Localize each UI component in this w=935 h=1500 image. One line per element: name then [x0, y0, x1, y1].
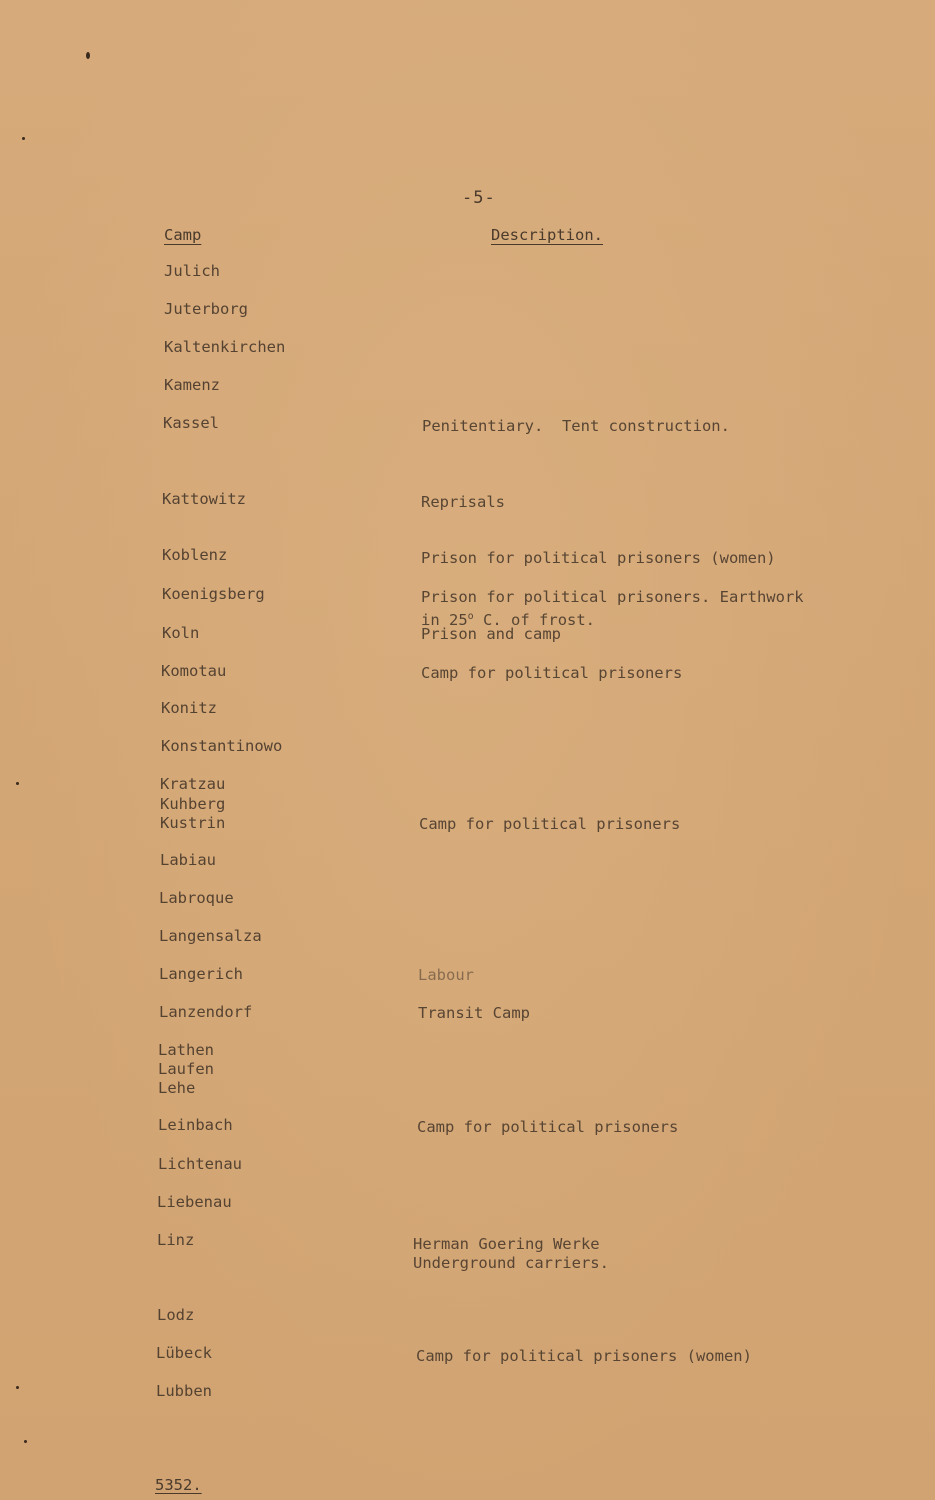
camp-description: Camp for political prisoners: [417, 1118, 679, 1136]
camp-name: Konitz: [161, 699, 217, 717]
camp-description: Labour: [418, 966, 474, 984]
camp-name: Leinbach: [158, 1116, 233, 1134]
ink-speck: [86, 52, 90, 59]
camp-description: Penitentiary. Tent construction.: [422, 417, 730, 435]
camp-name: Koblenz: [162, 546, 228, 564]
camp-description: Prison for political prisoners (women): [421, 549, 776, 567]
camp-name: Labroque: [159, 889, 234, 907]
camp-description: Herman Goering Werke: [413, 1235, 600, 1253]
camp-name: Labiau: [160, 851, 216, 869]
ink-speck: [24, 1440, 27, 1443]
camp-description: Prison for political prisoners. Earthwork: [421, 588, 804, 606]
camp-name: Liebenau: [157, 1193, 232, 1211]
camp-description: Reprisals: [421, 493, 505, 511]
camp-name: Kattowitz: [162, 490, 246, 508]
ink-speck: [16, 1386, 19, 1389]
camp-name: Langerich: [159, 965, 243, 983]
camp-name: Kuhberg: [160, 795, 226, 813]
camp-name: Kaltenkirchen: [164, 338, 286, 356]
camp-name: Juterborg: [164, 300, 248, 318]
camp-name: Linz: [157, 1231, 195, 1249]
camp-name: Lathen: [158, 1041, 214, 1059]
camp-description: Underground carriers.: [413, 1254, 609, 1272]
camp-name: Kratzau: [160, 775, 226, 793]
camp-name: Kustrin: [160, 814, 226, 832]
camp-description: Camp for political prisoners (women): [416, 1347, 752, 1365]
camp-description: Camp for political prisoners: [421, 664, 683, 682]
description-text: in 25: [421, 611, 468, 630]
camp-name: Lübeck: [156, 1344, 212, 1362]
camp-description: Transit Camp: [418, 1004, 530, 1022]
camp-name: Komotau: [161, 662, 227, 680]
camp-name: Kassel: [163, 414, 219, 432]
camp-name: Laufen: [158, 1060, 214, 1078]
camp-name: Kamenz: [164, 376, 220, 394]
camp-name: Lanzendorf: [159, 1003, 253, 1021]
camp-name: Koenigsberg: [162, 585, 265, 603]
camp-name: Lubben: [156, 1382, 212, 1400]
column-header-camp: Camp: [164, 226, 202, 244]
camp-name: Langensalza: [159, 927, 262, 945]
camp-name: Konstantinowo: [161, 737, 283, 755]
description-text: C. of frost.: [473, 611, 596, 630]
camp-description: Camp for political prisoners: [419, 815, 681, 833]
degree-mark: o: [467, 611, 474, 622]
document-code: 5352.: [155, 1476, 202, 1494]
ink-speck: [22, 137, 25, 140]
ink-speck: [16, 782, 19, 785]
camp-name: Lodz: [157, 1306, 195, 1324]
camp-name: Lichtenau: [158, 1155, 242, 1173]
camp-name: Lehe: [158, 1079, 196, 1097]
column-header-description: Description.: [491, 226, 603, 244]
camp-name: Koln: [162, 624, 200, 642]
camp-name: Julich: [164, 262, 220, 280]
camp-description: Prison and camp: [421, 625, 561, 643]
page-number: -5-: [462, 188, 496, 208]
